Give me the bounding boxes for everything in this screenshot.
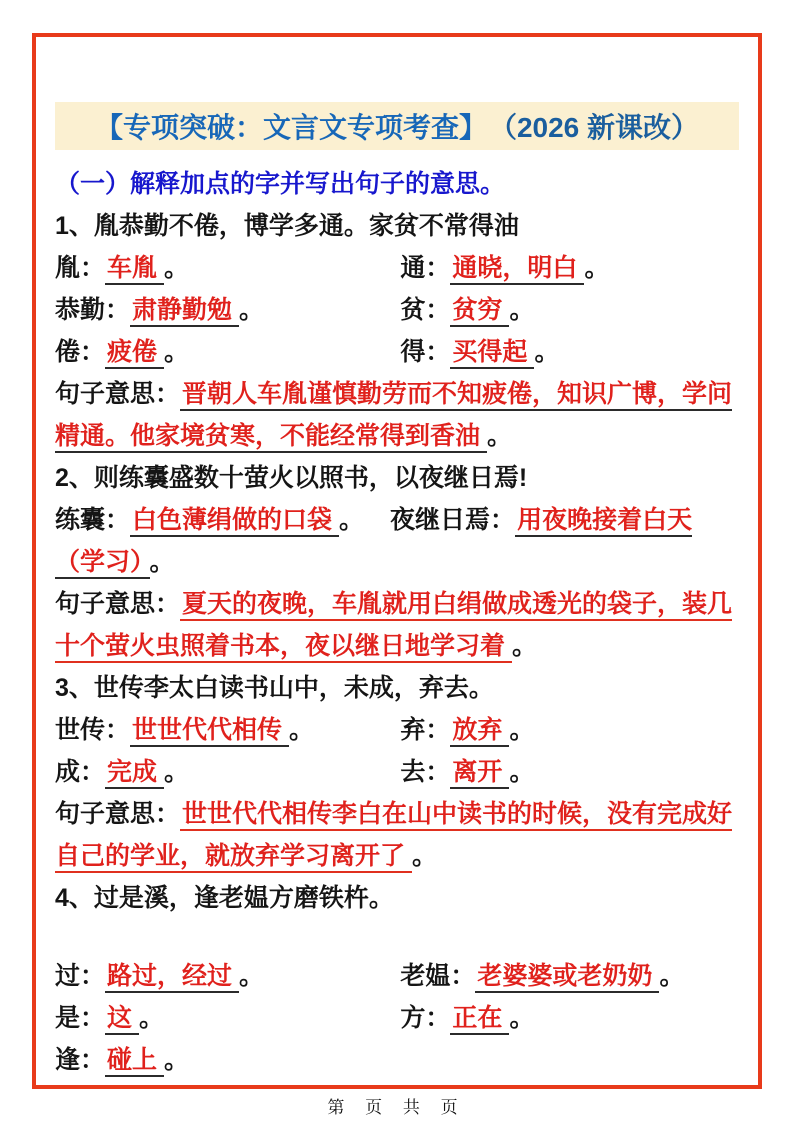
definition-punct: 。 [149, 548, 175, 576]
definition-row [55, 997, 400, 1039]
item-prompt [55, 205, 739, 247]
definition-term: 去： [400, 758, 451, 786]
definition-term: 胤： [55, 254, 106, 282]
definition-punct: 。 [239, 296, 265, 324]
definition-term: 老媪： [400, 962, 476, 990]
item-prompt-text: 世传李太白读书山中，未成，弃去。 [93, 674, 494, 702]
definition-punct: 。 [289, 716, 315, 744]
section-heading: （一）解释加点的字并写出句子的意思。 [55, 170, 506, 198]
item-number: 3、 [55, 674, 94, 702]
definition-punct: 。 [509, 1004, 535, 1032]
definitions-grid [55, 247, 739, 373]
definition-answer: 离开 [450, 758, 509, 789]
exercise-item-1 [55, 205, 739, 457]
sentence-meaning [55, 583, 739, 667]
definition-punct: 。 [139, 1004, 165, 1032]
definition-row [55, 247, 400, 289]
definition-row [400, 751, 739, 793]
definition-answer: 路过，经过 [105, 962, 239, 993]
definition-answer: 肃静勤勉 [130, 296, 239, 327]
meaning-answer: 晋朝人车胤谨慎勤劳而不知疲倦，知识广博，学问精通。他家境贫寒，不能经常得到香油 [55, 380, 732, 453]
definition-term: 贫： [400, 296, 451, 324]
definition-answer: 碰上 [105, 1046, 164, 1077]
sentence-meaning [55, 373, 739, 457]
page-content [36, 37, 758, 1081]
definition-term: 练囊： [55, 506, 131, 534]
definition-term: 世传： [55, 716, 131, 744]
definition-term: 方： [400, 1004, 451, 1032]
definition-term: 恭勤： [55, 296, 131, 324]
definition-answer: 这 [105, 1004, 139, 1035]
definition-term: 通： [400, 254, 451, 282]
definition-term: 过： [55, 962, 106, 990]
definition-answer: 老婆婆或老奶奶 [475, 962, 659, 993]
item-prompt [55, 877, 739, 919]
definition-row [400, 997, 739, 1039]
definition-row [400, 289, 739, 331]
exercise-item-3 [55, 667, 739, 877]
exercise-item-2 [55, 457, 739, 667]
meaning-label: 句子意思： [55, 800, 181, 828]
definition-answer: 正在 [450, 1004, 509, 1035]
definition-answer: 用夜晚接着白天（学习） [55, 506, 692, 579]
definition-row [400, 331, 739, 373]
definition-row [55, 751, 400, 793]
meaning-punct: 。 [487, 422, 513, 450]
title-banner [55, 102, 739, 150]
meaning-answer: 世世代代相传李白在山中读书的时候，没有完成好自己的学业，就放弃学习离开了 [55, 800, 732, 873]
definition-punct: 。 [164, 254, 190, 282]
definition-term: 成： [55, 758, 106, 786]
item-number: 2、 [55, 464, 94, 492]
definition-term: 夜继日焉： [390, 506, 516, 534]
definition-punct: 。 [164, 758, 190, 786]
item-number: 4、 [55, 884, 94, 912]
meaning-label: 句子意思： [55, 380, 181, 408]
meaning-label: 句子意思： [55, 590, 181, 618]
page-footer: 第 页 共 页 [327, 1098, 466, 1117]
definition-punct: 。 [509, 758, 535, 786]
definition-answer: 买得起 [450, 338, 534, 369]
meaning-punct: 。 [512, 632, 538, 660]
definition-row [55, 709, 400, 751]
definition-answer: 贫穷 [450, 296, 509, 327]
definition-row [55, 331, 400, 373]
definition-punct: 。 [239, 962, 265, 990]
definitions-grid [55, 709, 739, 793]
definition-row [55, 1039, 400, 1081]
sentence-meaning [55, 793, 739, 877]
definitions-grid [55, 955, 739, 1081]
definition-term: 是： [55, 1004, 106, 1032]
definition-punct: 。 [164, 338, 190, 366]
item-number: 1、 [55, 212, 94, 240]
definition-punct: 。 [659, 962, 685, 990]
definition-answer: 白色薄绢做的口袋 [130, 506, 339, 537]
definition-row [400, 955, 739, 997]
definition-answer: 放弃 [450, 716, 509, 747]
definition-row [55, 289, 400, 331]
definition-term: 逢： [55, 1046, 106, 1074]
definition-term: 弃： [400, 716, 451, 744]
page-title-edition: （2026 新课改） [488, 112, 700, 143]
definition-row [400, 709, 739, 751]
definition-term: 倦： [55, 338, 106, 366]
definition-answer: 世世代代相传 [130, 716, 289, 747]
item-prompt-text: 过是溪，逢老媪方磨铁杵。 [93, 884, 394, 912]
definition-punct: 。 [509, 716, 535, 744]
definition-answer: 完成 [105, 758, 164, 789]
definition-punct: 。 [164, 1046, 190, 1074]
definitions-inline [55, 499, 739, 583]
definition-punct: 。 [534, 338, 560, 366]
definition-row [55, 955, 400, 997]
definition-punct: 。 [584, 254, 610, 282]
definition-term: 得： [400, 338, 451, 366]
worksheet-page [32, 33, 762, 1089]
page-title: 【专项突破：文言文专项考查】 [94, 112, 487, 143]
definition-row [400, 247, 739, 289]
item-prompt-text: 则练囊盛数十萤火以照书，以夜继日焉! [93, 464, 528, 492]
definition-punct: 。 [509, 296, 535, 324]
definition-answer: 通晓，明白 [450, 254, 584, 285]
item-prompt-text: 胤恭勤不倦，博学多通。家贫不常得油 [93, 212, 519, 240]
definition-answer: 车胤 [105, 254, 164, 285]
meaning-punct: 。 [412, 842, 438, 870]
item-prompt [55, 457, 739, 499]
item-prompt [55, 667, 739, 709]
definition-punct: 。 [339, 506, 365, 534]
exercise-item-4 [55, 877, 739, 1081]
meaning-answer: 夏天的夜晚，车胤就用白绢做成透光的袋子，装几十个萤火虫照着书本，夜以继日地学习着 [55, 590, 732, 663]
definition-answer: 疲倦 [105, 338, 164, 369]
